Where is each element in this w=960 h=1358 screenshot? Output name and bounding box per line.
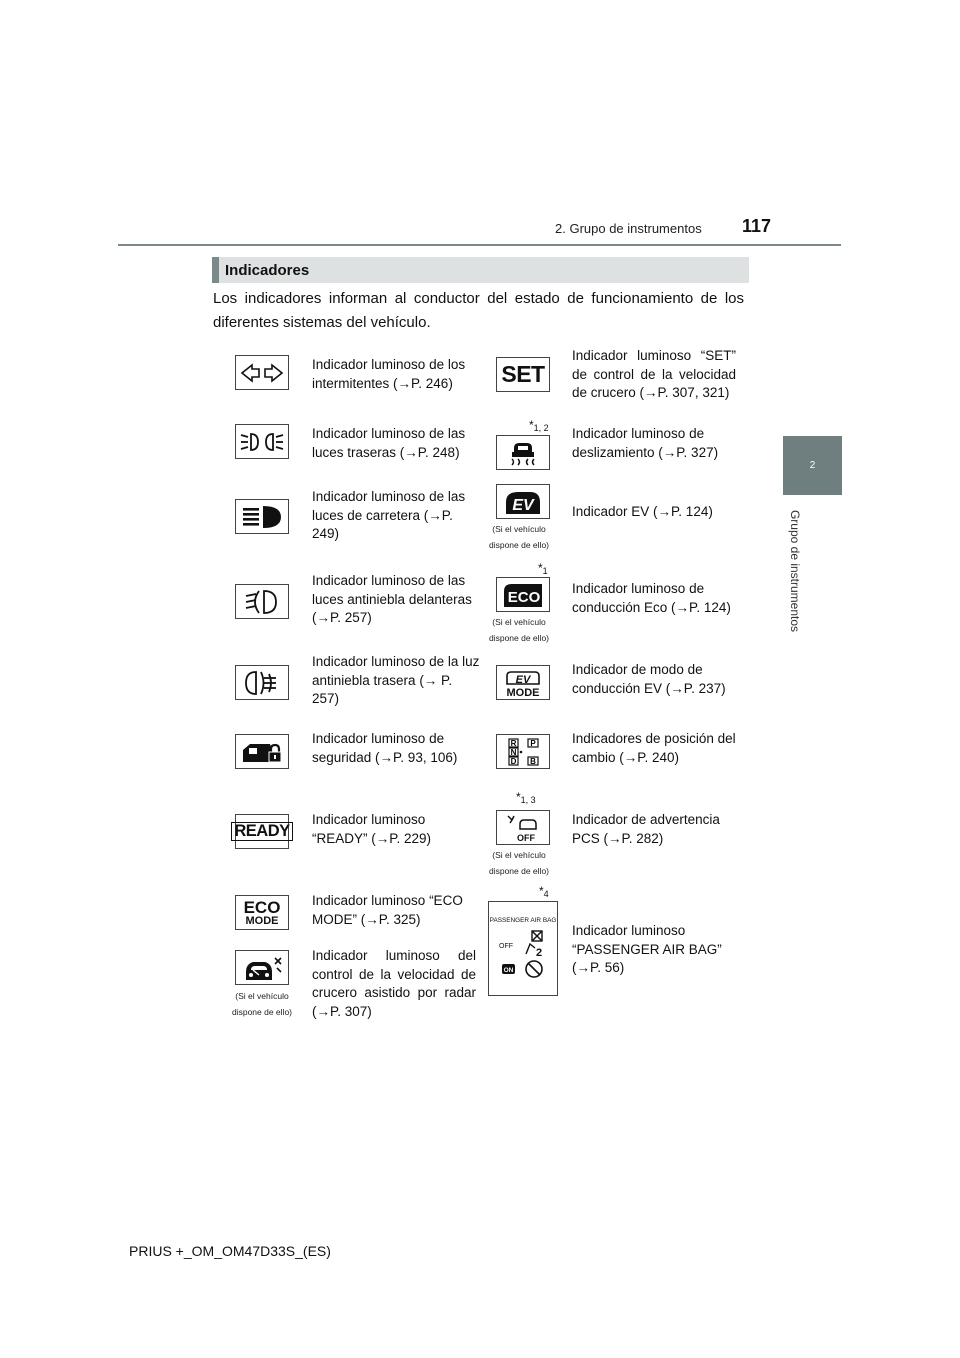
security-icon (235, 734, 289, 769)
shift-position-icon (496, 734, 550, 769)
eco-icon (496, 577, 550, 612)
eco-mode-label-top: ECO (243, 897, 281, 917)
header-rule (118, 244, 841, 246)
ev-mode-desc: Indicador de modo de conducción EV (→P. 237) (572, 662, 726, 696)
ready-desc: Indicador luminoso “READY” (→P. 229) (312, 812, 432, 846)
pcs-off-label: OFF (517, 832, 535, 843)
front-fog-light-icon (235, 584, 289, 619)
chapter-side-title: Grupo de instrumentos (788, 509, 802, 633)
high-beam-desc: Indicador luminoso de las luces de carretera (→P. 249) (312, 489, 466, 541)
ready-label: READY (231, 822, 292, 841)
shift-position-desc: Indicadores de posición del cambio (→P. 240) (572, 731, 736, 765)
slip-desc: Indicador luminoso de deslizamiento (→P. 327) (572, 426, 719, 460)
availability-note: (Si el vehículo dispone de ello) (231, 991, 292, 1017)
ev-mode-label-bottom: MODE (506, 686, 540, 698)
eco-mode-desc: Indicador luminoso “ECO MODE” (→P. 325) (312, 893, 463, 927)
ev-desc: Indicador EV (→P. 124) (572, 504, 713, 519)
tail-light-desc: Indicador luminoso de las luces traseras (→P. 248) (312, 426, 466, 460)
eco-desc: Indicador luminoso de conducción Eco (→P. 124) (572, 581, 731, 615)
ev-icon (496, 484, 550, 519)
availability-note: (Si el vehículo dispone de ello) (488, 617, 549, 643)
turn-signal-desc: Indicador luminoso de los intermitentes (→P. 246) (312, 357, 466, 391)
front-fog-light-desc: Indicador luminoso de las luces antiniebla delanteras (→P. 257) (312, 573, 472, 625)
eco-mode-label-bottom: MODE (245, 914, 279, 927)
set-icon (496, 357, 550, 392)
eco-label: ECO (507, 588, 541, 606)
airbag-footnote-ref: $*_4$ (539, 884, 549, 899)
running-header-section: 2. Grupo de instrumentos (555, 221, 702, 236)
section-title: Indicadores (225, 262, 310, 279)
high-beam-icon (235, 499, 289, 534)
ev-label: EV (512, 496, 534, 514)
pcs-warning-desc: Indicador de advertencia PCS (→P. 282) (572, 812, 720, 846)
turn-signal-icon (235, 355, 289, 390)
set-desc: Indicador luminoso “SET” de control de la velocidad de crucero (→P. 307, 321) (572, 348, 736, 400)
passenger-airbag-desc: Indicador luminoso “PASSENGER AIR BAG” (→P. 56) (572, 923, 722, 975)
intro-paragraph: Los indicadores informan al conductor del estado de funcionamiento de los diferentes sistemas del vehículo. (213, 290, 744, 331)
pcs-warning-icon (496, 810, 550, 845)
slip-icon (496, 435, 550, 470)
ready-icon (235, 814, 289, 849)
chapter-number: 2 (809, 460, 816, 471)
footer-doc-code: PRIUS +_OM_OM47D33S_(ES) (129, 1243, 331, 1259)
page-number: 117 (742, 216, 772, 236)
ev-mode-icon (496, 665, 550, 700)
airbag-title-label: PASSENGER AIR BAG (490, 916, 556, 924)
radar-cruise-desc: Indicador luminoso del control de la velocidad de crucero asistido por radar (→P. 307) (312, 948, 476, 1019)
set-label: SET (501, 361, 545, 387)
availability-note: (Si el vehículo dispone de ello) (488, 524, 549, 550)
ev-mode-label-top: EV (515, 673, 531, 686)
pcs-footnote-ref: $*_{1, 3}$ (516, 790, 536, 805)
rear-fog-light-icon (235, 665, 289, 700)
shift-b-label: B (530, 756, 536, 766)
airbag-off-label: OFF (499, 942, 513, 950)
rear-fog-light-desc: Indicador luminoso de la luz antiniebla trasera (→ P. 257) (312, 654, 480, 706)
section-bar-accent (212, 257, 219, 283)
passenger-airbag-icon (488, 901, 558, 996)
shift-n-label: N (510, 747, 517, 757)
radar-cruise-icon (235, 950, 289, 985)
shift-p-label: P (530, 738, 536, 748)
shift-d-label: D (510, 756, 517, 766)
svg-text:2: 2 (536, 946, 543, 959)
eco-mode-icon (235, 895, 289, 930)
airbag-on-label: ON (503, 966, 514, 974)
shift-r-label: R (510, 738, 517, 748)
tail-light-icon (235, 424, 289, 459)
eco-footnote-ref: $*_1$ (538, 561, 548, 576)
availability-note: (Si el vehículo dispone de ello) (488, 850, 549, 876)
slip-footnote-ref: $*_{1, 2}$ (529, 418, 549, 433)
chapter-tab (783, 436, 842, 495)
security-desc: Indicador luminoso de seguridad (→P. 93, 106) (312, 731, 458, 765)
